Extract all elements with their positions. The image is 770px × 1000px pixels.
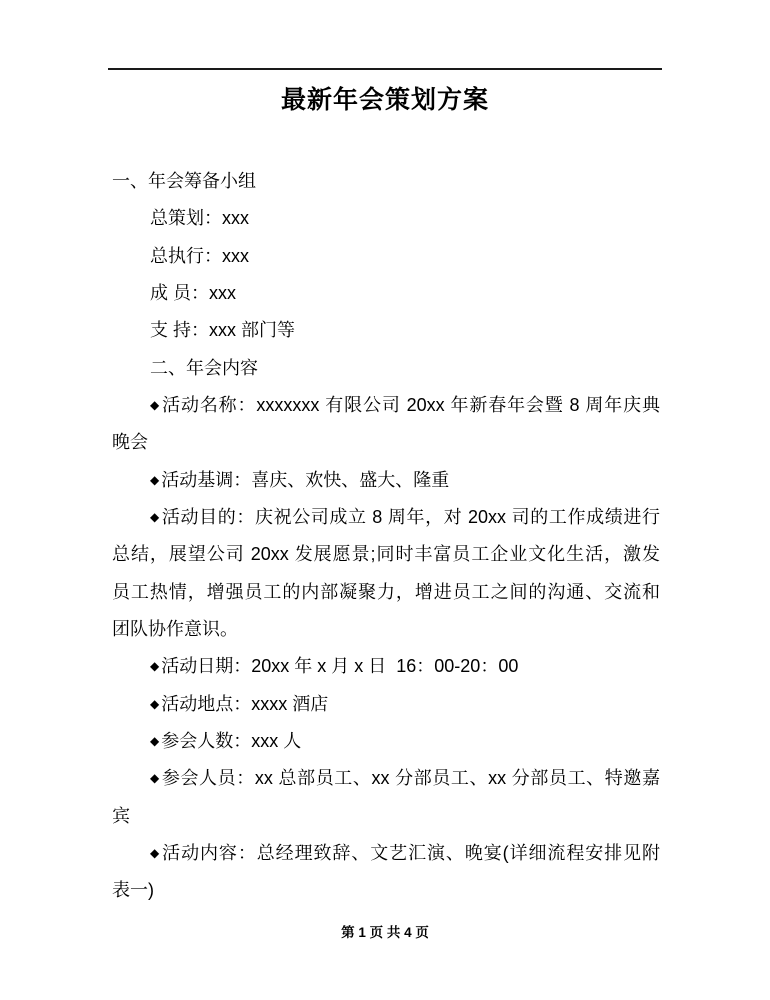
diamond-bullet-icon: ◆ bbox=[150, 733, 160, 748]
diamond-bullet-icon: ◆ bbox=[150, 696, 160, 711]
paragraph-line: 总执行：xxx bbox=[150, 245, 249, 266]
diamond-bullet-icon: ◆ bbox=[150, 472, 160, 487]
paragraph-line: 支 持：xxx 部门等 bbox=[150, 320, 296, 341]
paragraph-line bbox=[112, 462, 660, 499]
line-text: 参会人员：xx 总部员工、xx 分部员工、xx 分部员工、特邀嘉 bbox=[161, 768, 660, 789]
paragraph-line bbox=[112, 835, 660, 872]
diamond-bullet-icon: ◆ bbox=[150, 397, 161, 412]
line-text: 活动内容：总经理致辞、文艺汇演、晚宴(详细流程安排见附 bbox=[162, 842, 660, 863]
paragraph-line bbox=[112, 760, 660, 797]
paragraph-line: 宾 bbox=[112, 805, 130, 826]
line-text: 活动基调：喜庆、欢快、盛大、隆重 bbox=[161, 469, 450, 490]
paragraph-line: 晚会 bbox=[112, 432, 148, 453]
line-text: 活动名称：xxxxxxx 有限公司 20xx 年新春年会暨 8 周年庆典 bbox=[162, 394, 660, 415]
paragraph-line: 团队协作意识。 bbox=[112, 618, 238, 639]
paragraph-line: 员工热情，增强员工的内部凝聚力，增进员工之间的沟通、交流和 bbox=[112, 581, 660, 602]
line-text: 活动地点：xxxx 酒店 bbox=[161, 693, 329, 714]
diamond-bullet-icon: ◆ bbox=[150, 771, 160, 786]
paragraph-line: 二、年会内容 bbox=[150, 357, 258, 378]
paragraph-line: 总策划：xxx bbox=[150, 208, 249, 229]
paragraph-line: 总结，展望公司 20xx 发展愿景;同时丰富员工企业文化生活，激发 bbox=[112, 544, 660, 565]
line-text: 参会人数：xxx 人 bbox=[161, 730, 302, 751]
paragraph-line: 一、年会筹备小组 bbox=[112, 171, 256, 191]
diamond-bullet-icon: ◆ bbox=[150, 509, 160, 524]
page-title: 最新年会策划方案 bbox=[280, 86, 489, 114]
page-number-footer: 第 1 页 共 4 页 bbox=[341, 925, 429, 940]
paragraph-line bbox=[112, 723, 660, 760]
paragraph-line: 表一) bbox=[112, 880, 154, 901]
paragraph-line bbox=[112, 648, 660, 685]
paragraph-line bbox=[112, 387, 660, 424]
line-text: 活动目的：庆祝公司成立 8 周年，对 20xx 司的工作成绩进行 bbox=[161, 506, 660, 527]
diamond-bullet-icon: ◆ bbox=[150, 659, 160, 674]
paragraph-line bbox=[112, 686, 660, 723]
line-text: 活动日期：20xx 年 x 月 x 日 16：00-20：00 bbox=[161, 656, 519, 677]
document-body bbox=[112, 163, 660, 910]
header-divider-line bbox=[108, 68, 662, 70]
diamond-bullet-icon: ◆ bbox=[150, 845, 161, 860]
paragraph-line bbox=[112, 499, 660, 536]
paragraph-line: 成 员：xxx bbox=[150, 282, 237, 303]
